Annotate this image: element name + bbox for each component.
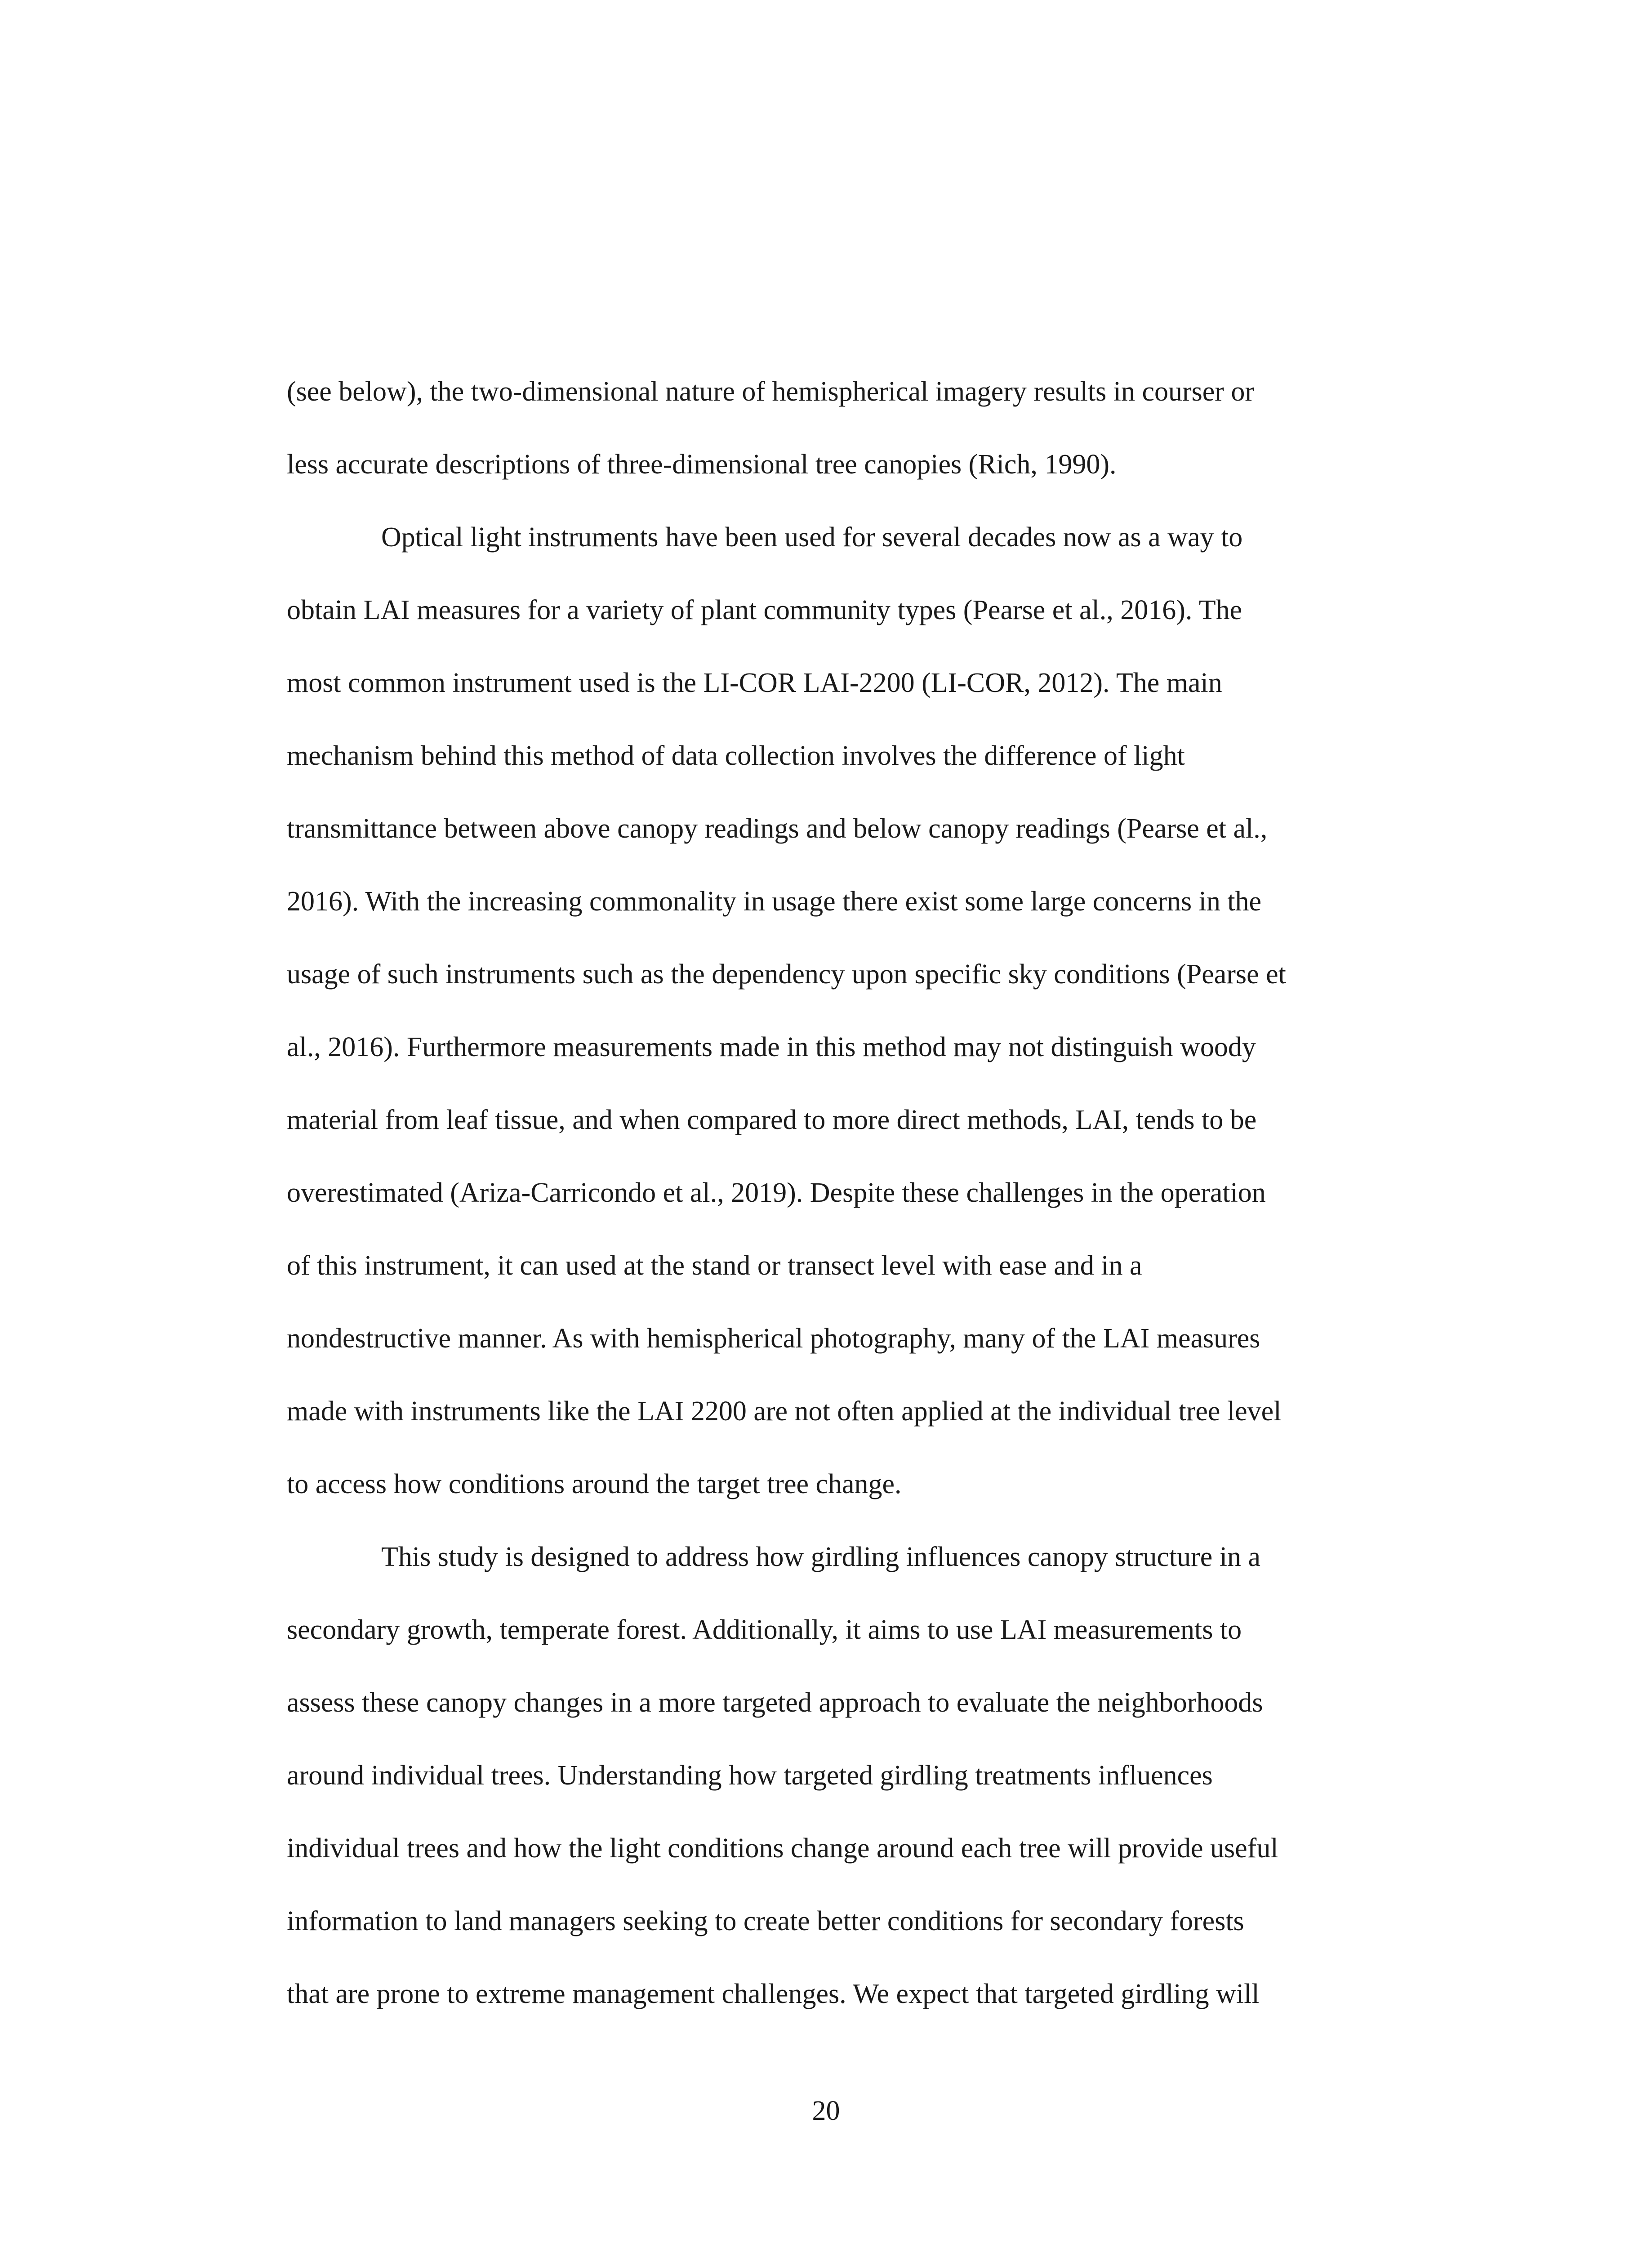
text-line: 2016). With the increasing commonality in usage there exist some large concerns in the xyxy=(287,886,1262,917)
text-line: made with instruments like the LAI 2200 are not often applied at the individual tree level xyxy=(287,1396,1282,1427)
text-line: to access how conditions around the target tree change. xyxy=(287,1469,902,1499)
text-line: transmittance between above canopy readings and below canopy readings (Pearse et al., xyxy=(287,813,1268,844)
text-line: obtain LAI measures for a variety of plant community types (Pearse et al., 2016). The xyxy=(287,595,1242,625)
text-line: individual trees and how the light conditions change around each tree will provide useful xyxy=(287,1833,1278,1864)
text-line: less accurate descriptions of three-dimensional tree canopies (Rich, 1990). xyxy=(287,449,1117,480)
text-line: information to land managers seeking to create better conditions for secondary forests xyxy=(287,1906,1244,1936)
text-line: most common instrument used is the LI-COR LAI-2200 (LI-COR, 2012). The main xyxy=(287,668,1222,698)
text-line: mechanism behind this method of data collection involves the difference of light xyxy=(287,740,1185,771)
text-line: usage of such instruments such as the dependency upon specific sky conditions (Pearse et xyxy=(287,959,1286,990)
text-line: of this instrument, it can used at the stand or transect level with ease and in a xyxy=(287,1250,1142,1281)
text-line: al., 2016). Furthermore measurements made in this method may not distinguish woody xyxy=(287,1032,1256,1062)
text-line: nondestructive manner. As with hemispherical photography, many of the LAI measures xyxy=(287,1323,1260,1354)
text-line: assess these canopy changes in a more targeted approach to evaluate the neighborhoods xyxy=(287,1687,1263,1718)
text-line: material from leaf tissue, and when compared to more direct methods, LAI, tends to be xyxy=(287,1105,1257,1135)
text-line: around individual trees. Understanding how targeted girdling treatments influences xyxy=(287,1760,1213,1791)
page-number: 20 xyxy=(812,2096,840,2126)
paragraph-start-line: This study is designed to address how girdling influences canopy structure in a xyxy=(381,1542,1261,1572)
text-line: (see below), the two-dimensional nature of hemispherical imagery results in courser or xyxy=(287,376,1255,407)
text-line: secondary growth, temperate forest. Additionally, it aims to use LAI measurements to xyxy=(287,1615,1242,1645)
body-text xyxy=(287,355,1426,2030)
text-line: overestimated (Ariza-Carricondo et al., 2019). Despite these challenges in the operation xyxy=(287,1178,1266,1208)
paragraph-start-line: Optical light instruments have been used for several decades now as a way to xyxy=(381,522,1243,553)
text-line: that are prone to extreme management challenges. We expect that targeted girdling will xyxy=(287,1979,1260,2009)
